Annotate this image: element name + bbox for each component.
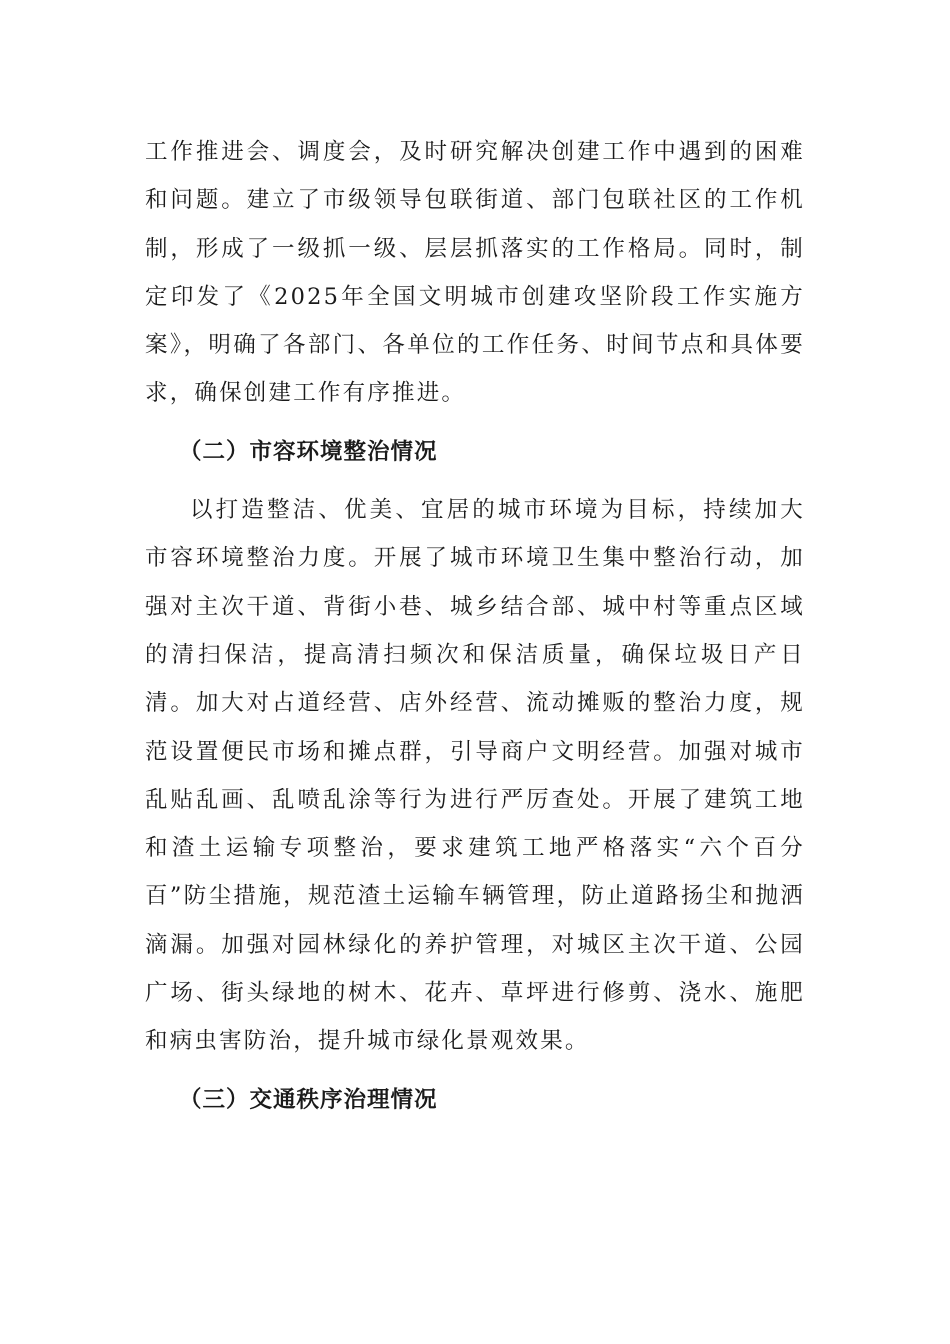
paragraph-continued: 工作推进会、调度会，及时研究解决创建工作中遇到的困难和问题。建立了市级领导包联街道、部门包联社区的工作机制，形成了一级抓一级、层层抓落实的工作格局。同时，制定印发了《2025年全国文明城市创建攻坚阶段工作实施方案》，明确了各部门、各单位的工作任务、时间节点和具体要求，确保创建工作有序推进。 — [145, 139, 805, 407]
spacer — [145, 418, 805, 428]
document-page — [145, 128, 805, 1124]
section-heading-3: （三）交通秩序治理情况 — [179, 1086, 438, 1113]
spacer — [145, 1066, 805, 1076]
paragraph-city-environment: 以打造整洁、优美、宜居的城市环境为目标，持续加大市容环境整治力度。开展了城市环境卫生集中整治行动，加强对主次干道、背街小巷、城乡结合部、城中村等重点区域的清扫保洁，提高清扫频次和保洁质量，确保垃圾日产日清。加大对占道经营、店外经营、流动摊贩的整治力度，规范设置便民市场和摊点群，引导商户文明经营。加强对城市乱贴乱画、乱喷乱涂等行为进行严厉查处。开展了建筑工地和渣土运输专项整治，要求建筑工地严格落实“六个百分百”防尘措施，规范渣土运输车辆管理，防止道路扬尘和抛洒滴漏。加强对园林绿化的养护管理，对城区主次干道、公园广场、街头绿地的树木、花卉、草坪进行修剪、浇水、施肥和病虫害防治，提升城市绿化景观效果。 — [145, 497, 805, 1055]
section-heading-2: （二）市容环境整治情况 — [179, 438, 438, 465]
spacer — [145, 476, 805, 486]
